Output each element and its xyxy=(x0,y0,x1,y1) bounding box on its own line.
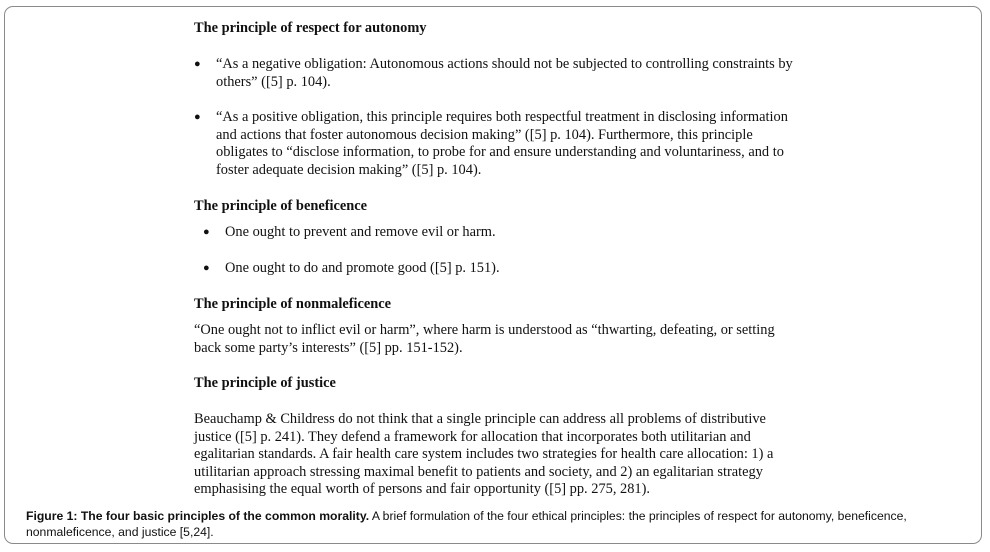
bullet-icon: ● xyxy=(194,58,201,70)
beneficence-item-1: One ought to prevent and remove evil or harm. xyxy=(225,224,496,240)
autonomy-item-1: “As a negative obligation: Autonomous actions should not be subjected to controlling constraints by others” ([5] p. 104). xyxy=(216,56,793,90)
list-item xyxy=(203,224,785,242)
list-item xyxy=(203,259,785,278)
list-item xyxy=(194,109,796,179)
figure-caption xyxy=(26,509,976,540)
heading-justice: The principle of justice xyxy=(194,375,336,391)
nonmaleficence-text: “One ought not to inflict evil or harm”, where harm is understood as “thwarting, defeating, or setting back some party’s interests” ([5] pp. 151-152). xyxy=(194,322,775,356)
autonomy-list xyxy=(194,56,796,197)
heading-autonomy: The principle of respect for autonomy xyxy=(194,20,427,36)
list-item xyxy=(194,56,796,91)
beneficence-list xyxy=(203,224,785,295)
heading-beneficence: The principle of beneficence xyxy=(194,198,368,214)
justice-text: Beauchamp & Childress do not think that a single principle can address all problems of distributive justice ([5] p. 241). They defend a framework for allocation that incorporates both utilitarian and egalitarian standards. A fair health care system includes two strategies for health care allocation: 1) a utilitarian approach stressing maximal benefit to patients and society, and 2) an egalitarian strategy emphasising the equal worth of persons and fair opportunity ([5] pp. 275, 281). xyxy=(194,411,774,497)
heading-nonmaleficence: The principle of nonmaleficence xyxy=(194,296,392,312)
autonomy-item-2: “As a positive obligation, this principle requires both respectful treatment in disclosing information and actions that foster autonomous decision making” ([5] p. 104). Furthermore, this principle obligates to “disclose information, to probe for and ensure understanding and voluntariness, and to foster adequate decision making” ([5] p. 104). xyxy=(216,109,788,178)
caption-text: A brief formulation of the four ethical principles: the principles of respect for autonomy, beneficence, nonmaleficence, and justice [5,24]. xyxy=(26,509,907,539)
beneficence-item-2: One ought to do and promote good ([5] p. 151). xyxy=(225,259,500,276)
bullet-icon: ● xyxy=(194,111,201,123)
bullet-icon: ● xyxy=(203,226,210,238)
bullet-icon: ● xyxy=(203,261,210,274)
caption-label: Figure 1: The four basic principles of the common morality. xyxy=(26,509,370,523)
